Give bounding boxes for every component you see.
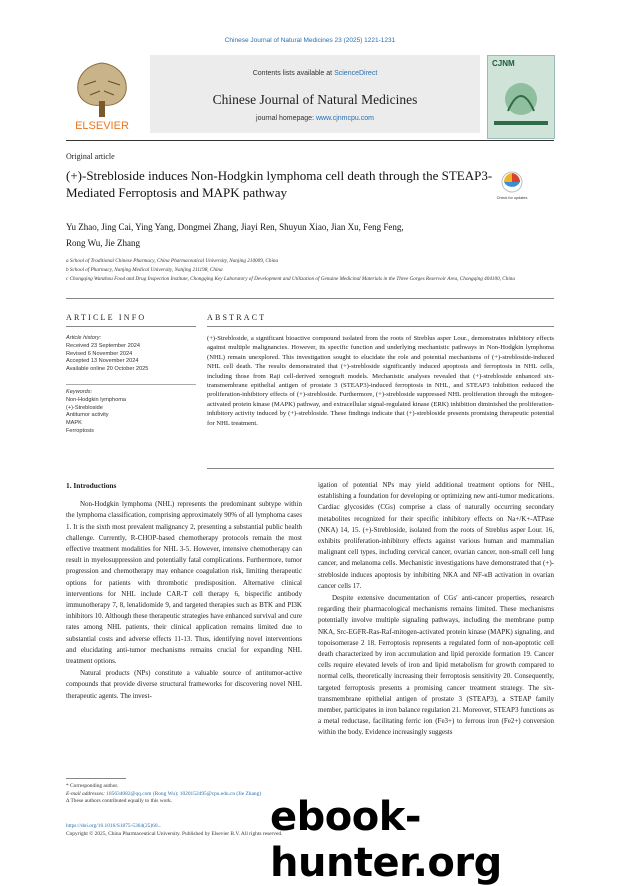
homepage-prefix: journal homepage: — [256, 115, 315, 122]
affiliation-rule — [66, 298, 554, 299]
email-label: E-mail addresses: — [66, 790, 105, 797]
article-title: (+)-Strebloside induces Non-Hodgkin lymphoma cell death through the STEAP3-Mediated Ferroptosis and MAPK pathway — [66, 168, 493, 200]
keyword-item: Non-Hodgkin lymphoma — [66, 396, 127, 403]
keyword-item: Ferroptosis — [66, 427, 94, 434]
keywords-label: Keywords: — [66, 388, 93, 395]
body-paragraph: Non-Hodgkin lymphoma (NHL) represents the predominant subtype within the lymphoma classification, comprising approximately 90% of all lymphoma cases 1. It is the sixth most prevalent malignancy 2, presenting a substantial public health challenge. Currently, R-CHOP-based chemotherapy protocols remain the most effective treatment modalities for NHL 3-5. However, intensive chemotherapy can result in myelosuppression and potentially fatal complications. Furthermore, tumor progression and chemotherapy may enhance coagulation risk, limiting therapeutic options for patients with thrombotic predisposition. Alternative clinical interventions for NHL include CAR-T cell therapy 6, bispecific antibody immunotherapy 7, 8, lenalidomide 9, and targeted therapies such as BTK and PI3K inhibitors 10. Although these therapeutic strategies have enhanced survival and cure rates among NHL patients, their clinical application remains limited due to substantial costs and adverse effects 11-13. Thus, identifying novel interventions and elucidating anti-tumor mechanisms remains crucial for expanding NHL treatment options. — [66, 500, 302, 666]
article-info-panel — [66, 335, 196, 436]
cover-label: CJNM — [492, 59, 515, 68]
homepage-line — [150, 115, 480, 122]
doi-link[interactable]: https://doi.org/10.1016/S1875-5364(25)60... — [66, 823, 162, 829]
contents-prefix: Contents lists available at — [252, 70, 333, 77]
corresponding-author-note: * Corresponding author. — [66, 783, 119, 789]
history-accepted: Accepted 13 November 2024 — [66, 358, 139, 365]
crossmark-badge[interactable] — [496, 170, 528, 206]
header-rule — [66, 140, 554, 141]
contents-line — [150, 70, 480, 77]
article-info-heading: ARTICLE INFO — [66, 313, 147, 322]
affiliation-a: a School of Traditional Chinese Pharmacy, China Pharmaceutical University, Nanjing 210009, China — [66, 258, 279, 264]
abstract-text: (+)-Strebloside, a significant bioactive compound isolated from the roots of Streblus asper Lour., demonstrates inhibitory effects against multiple malignancies. However, its specific function and underlying mechanistic pathways in Non-Hodgkin lymphoma (NHL) remain unexplored. This investigation sought to elucidate the role and potential mechanisms of (+)-strebloside-induced NHL cell death. The results demonstrated that (+)-strebloside significantly induced apoptosis and ferroptosis in NHL cells, including those from Raji cell-derived xenograft models. Mechanistic analyses revealed that (+)-strebloside enhanced six-transmembrane epithelial antigen of prostate 3 (STEAP3)-induced ferroptosis in NHL, and STEAP3 inhibition reduced the proliferation-inhibitory effects of (+)-strebloside. Furthermore, (+)-strebloside suppressed NHL proliferation through the mitogen-activated protein kinase (MAPK) pathway, and extracellular signal-regulated kinase (ERK) inhibition diminished the proliferation-inhibitory activity induced by (+)-strebloside. These findings indicate that (+)-strebloside presents promising therapeutic potential for NHL treatment. — [207, 335, 554, 427]
journal-cover-thumbnail — [487, 55, 555, 139]
authors-line-1: Yu Zhao, Jing Cai, Ying Yang, Dongmei Zhang, Jiayi Ren, Shuyun Xiao, Jian Xu, Feng Feng, — [66, 222, 404, 232]
body-column-right — [318, 480, 554, 740]
keyword-item: (+)-Strebloside — [66, 404, 103, 411]
equal-contribution-note: Δ These authors contributed equally to this work. — [66, 798, 173, 805]
authors-line-2: Rong Wu, Jie Zhang — [66, 238, 140, 248]
email-links[interactable]: 185634082@qq.com (Rong Wu); 1020152495@cpu.edu.cn (Jie Zhang) — [106, 790, 262, 797]
footnote-rule — [66, 778, 126, 779]
running-head: Chinese Journal of Natural Medicines 23 (2025) 1221-1231 — [224, 37, 396, 44]
keyword-item: Antitumor activity — [66, 412, 109, 419]
history-revised: Revised 6 November 2024 — [66, 350, 133, 357]
body-paragraph: igation of potential NPs may yield additional treatment options for NHL, establishing a foundation for developing or optimizing new anti-tumor medications. Cardiac glycosides (CGs) comprise a class of naturally occurring secondary metabolites recognized for their specific inhibitory effects on Na+/K+-ATPase (NKA) 14, 15. (+)-Strebloside, isolated from the roots of Streblus asper Lour. 16, exhibits proliferation-inhibitory effects against various human and mammalian malignant cell types, including cervical cancer, ovarian cancer, non-small cell lung cancer, and melanoma cells. Mechanistic investigations have demonstrated that (+)-strebloside induces apoptosis by inhibiting NKA and NF-κB activation in ovarian cancer cells 17. — [318, 481, 554, 590]
history-label: Article history: — [66, 335, 102, 341]
article-type: Original article — [66, 152, 115, 161]
elsevier-logo — [66, 55, 138, 133]
affiliation-c: c Chongqing Wanzhou Food and Drug Inspection Institute, Chongqing Key Laboratory of Development and Utilization of Genuine Medicinal Materials in the Three Gorges Reservoir Area, Chongqing 404100, China — [66, 276, 515, 282]
history-received: Received 23 September 2024 — [66, 342, 141, 349]
body-paragraph: Natural products (NPs) constitute a valuable source of antitumor-active compounds that provide diverse structural frameworks for discovering novel NHL therapeutic agents. The invest- — [66, 669, 302, 700]
crossmark-label: Check for updates — [496, 196, 528, 200]
abstract-rule — [207, 326, 554, 327]
sciencedirect-link[interactable]: ScienceDirect — [334, 70, 378, 77]
section-heading: 1. Introductions — [66, 481, 117, 490]
affiliation-b: b School of Pharmacy, Nanjing Medical University, Nanjing 211198, China — [66, 267, 223, 273]
abstract-bottom-rule — [207, 468, 554, 469]
copyright-line: Copyright © 2025, China Pharmaceutical University. Published by Elsevier B.V. All rights reserved. — [66, 830, 283, 837]
elsevier-wordmark: ELSEVIER — [75, 120, 129, 132]
body-column-left — [66, 480, 302, 703]
body-paragraph: Despite extensive documentation of CGs' anti-cancer properties, research regarding their pharmacological mechanisms remains limited. These mechanisms potentially involve multiple signaling pathways, including the membrane pump NKA, Src-EGFR-Ras-Raf-mitogen-activated protein kinase (MAPK) signaling, and topoisomerase 2 18. Ferroptosis represents a regulated form of non-apoptotic cell death characterized by iron accumulation and lipid peroxide formation 19. Cancer cells require elevated levels of iron and lipid metabolism for growth compared to normal cells, theoretically increasing their ferroptosis sensitivity 20. Consequently, targeted ferroptosis presents a promising cancer treatment strategy. The six-transmembrane epithelial antigen of prostate 3 (STEAP3), a STEAP family member, participates in iron balance regulation 21. Moreover, STEAP3 functions as a metal reductase, facilitating ferric ion (Fe3+) to ferrous iron (Fe2+) conversion within the body. Evidence increasingly suggests — [318, 594, 554, 737]
author-list — [66, 219, 536, 251]
abstract-heading: ABSTRACT — [207, 313, 267, 322]
article-info-rule — [66, 326, 196, 327]
homepage-link[interactable]: www.cjnmcpu.com — [315, 115, 374, 122]
keyword-item: MAPK — [66, 420, 82, 427]
journal-title: Chinese Journal of Natural Medicines — [212, 92, 418, 107]
watermark-text: ebook-hunter.org — [270, 794, 502, 886]
history-online: Available online 20 October 2025 — [66, 366, 149, 373]
